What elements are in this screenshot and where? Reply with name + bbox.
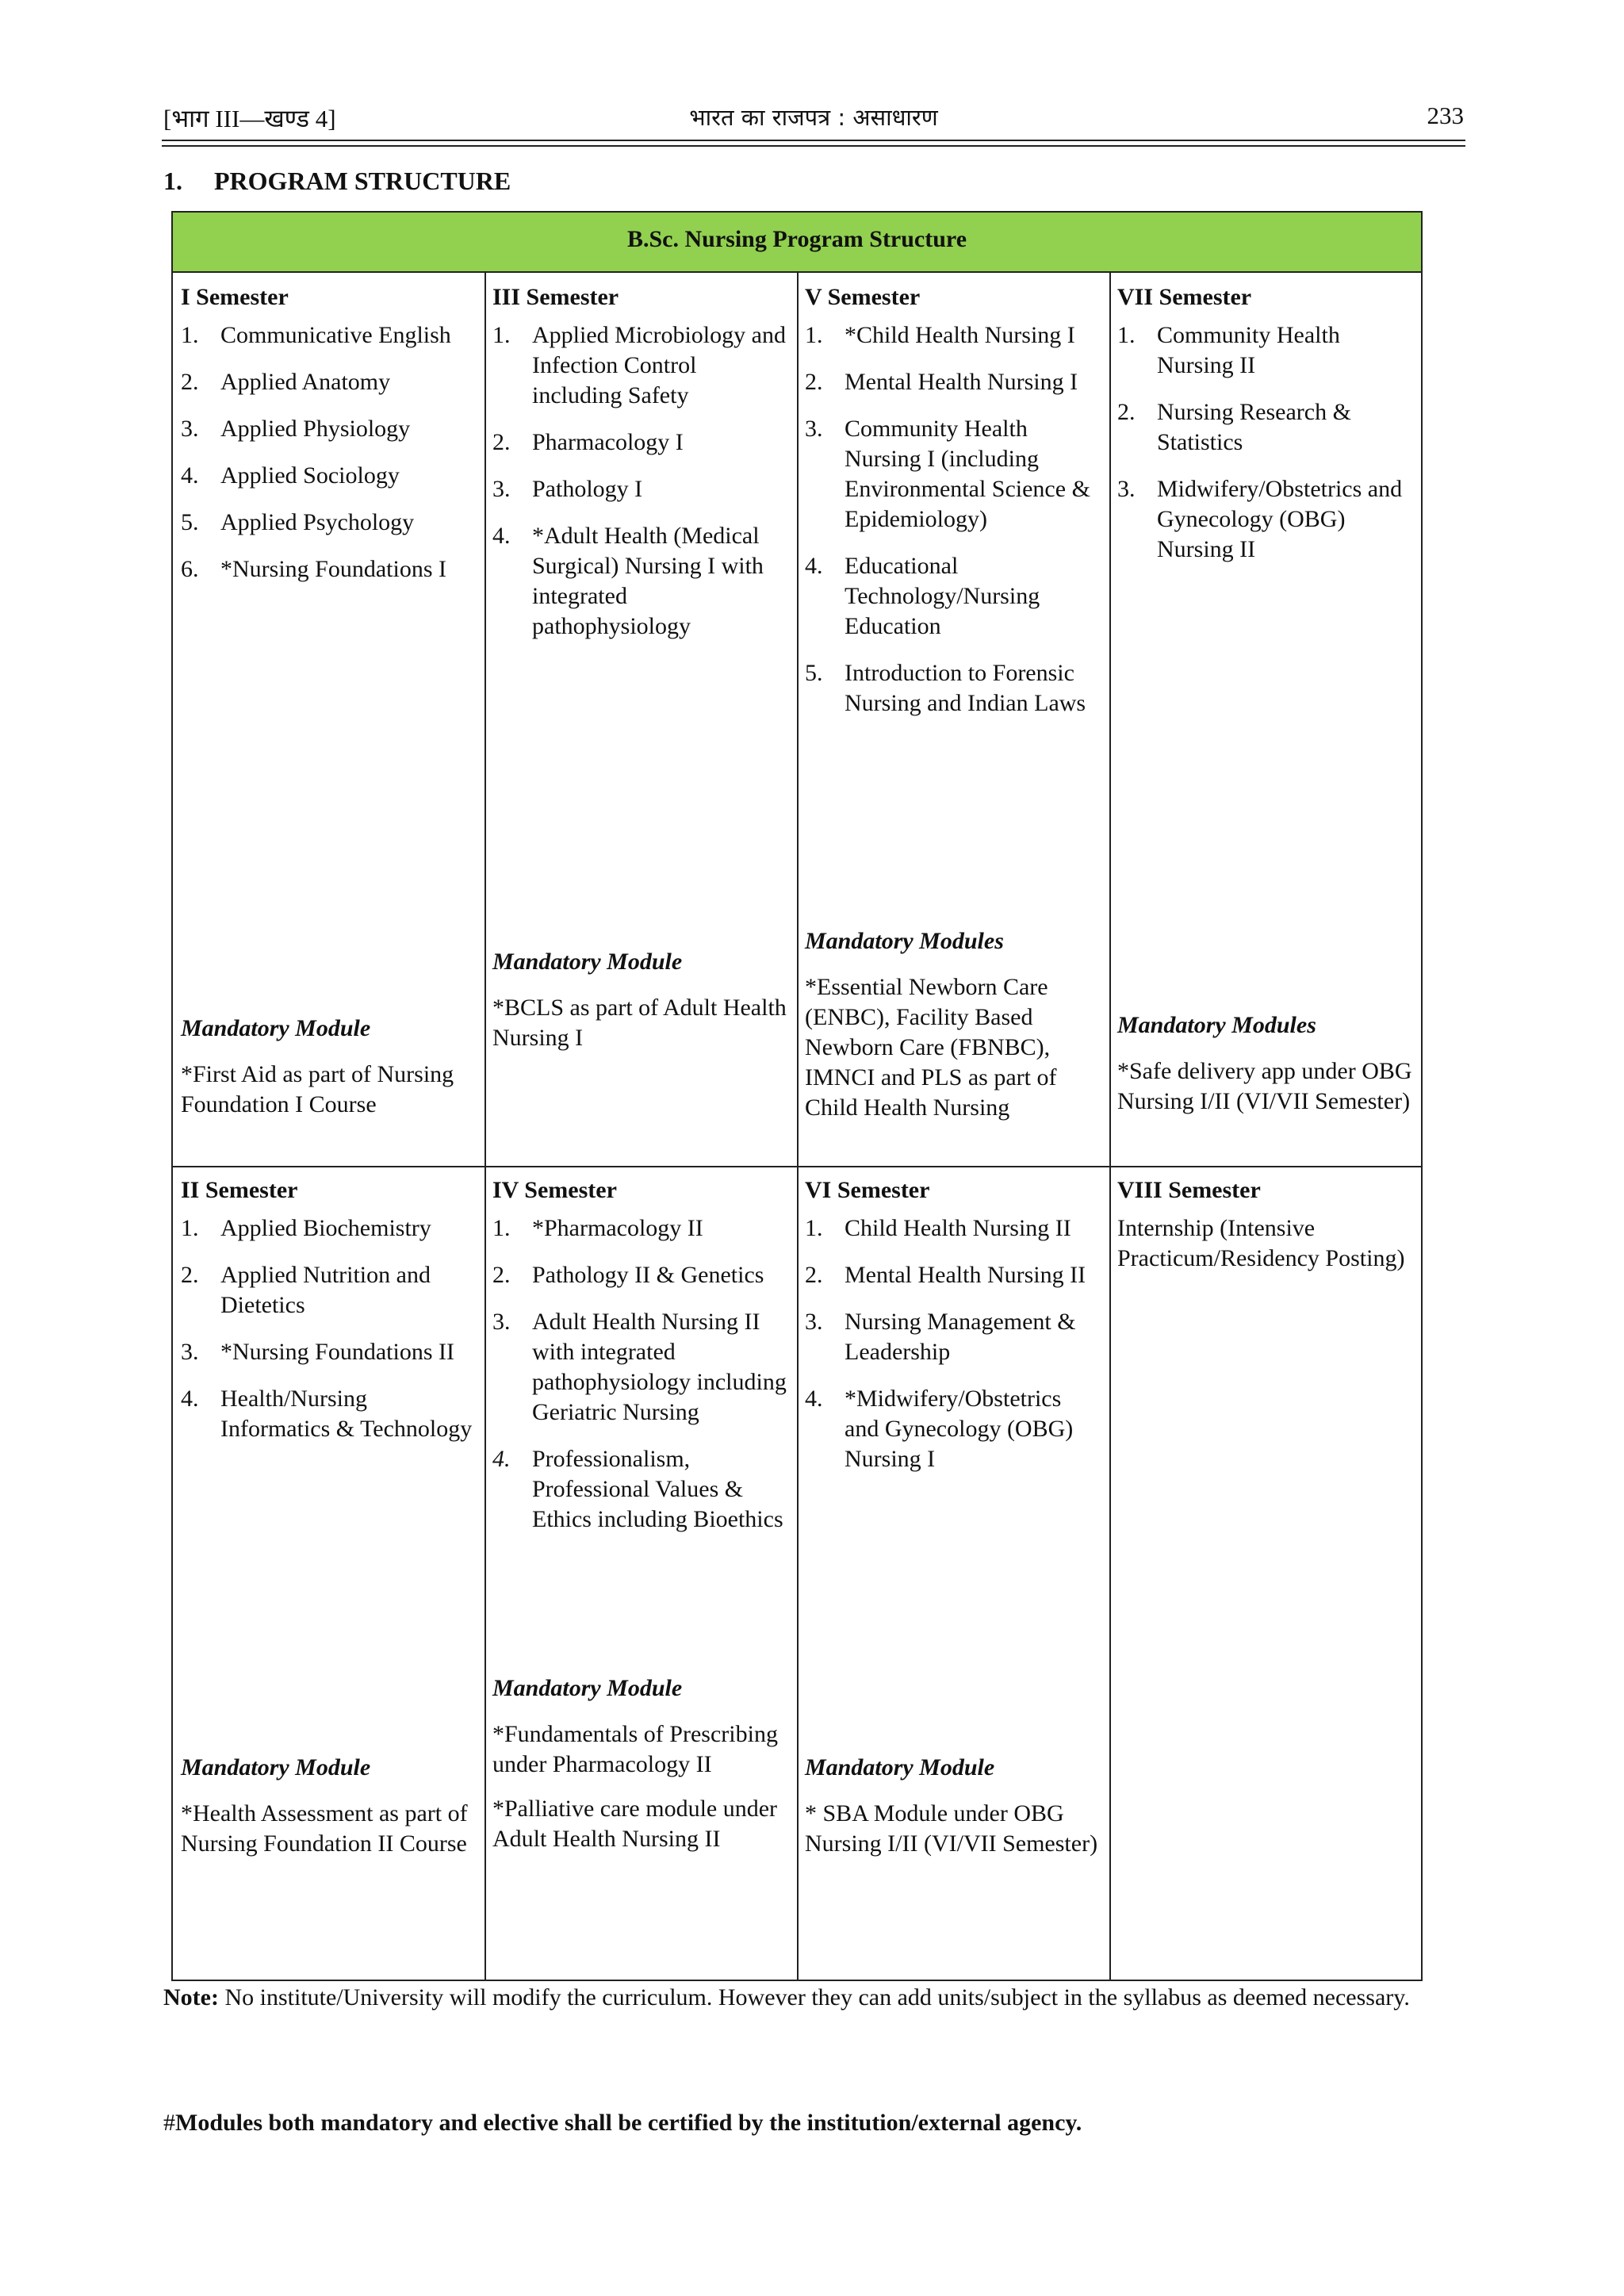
semester-cell-iii: [485, 273, 797, 1166]
course-item: 2. Mental Health Nursing I: [805, 369, 1078, 395]
course-item: 1. Applied Microbiology and Infection Control including Safety: [492, 322, 786, 408]
course-item: 3. Adult Health Nursing II with integrated pathophysiology including Geriatric Nursing: [492, 1309, 787, 1425]
page-header: [163, 102, 1464, 140]
header-part-section: [भाग III—खण्ड 4]: [163, 105, 336, 132]
semester-cell-vii: [1109, 273, 1421, 1166]
section-heading: [163, 167, 511, 196]
course-item: 2. Applied Nutrition and Dietetics: [181, 1262, 431, 1318]
course-list: [1117, 320, 1413, 565]
hash-symbol: #: [163, 2110, 175, 2136]
course-item: 4. *Adult Health (Medical Surgical) Nursing I with integrated pathophysiology: [492, 523, 764, 639]
course-list: [181, 1213, 477, 1444]
semester-title: III Semester: [492, 284, 619, 310]
module-heading: Mandatory Module: [181, 1754, 371, 1780]
course-item: 3. Pathology I: [492, 476, 643, 502]
semester-title: VII Semester: [1117, 284, 1252, 310]
semester-cell-i: [173, 273, 485, 1166]
program-structure-table: [171, 211, 1423, 1981]
course-list: [181, 320, 477, 585]
course-item: 5. Applied Psychology: [181, 509, 415, 535]
mandatory-module: [492, 1673, 789, 1869]
module-heading: Mandatory Module: [492, 949, 683, 975]
semester-title: VI Semester: [805, 1177, 930, 1203]
course-list: [492, 320, 789, 642]
module-heading: Mandatory Module: [492, 1675, 683, 1701]
course-item: 1. Child Health Nursing II: [805, 1215, 1071, 1241]
note-text: No institute/University will modify the curriculum. However they can add units/subject in the syllabus as deemed necessary.: [224, 1984, 1410, 2010]
section-number: 1.: [163, 167, 182, 195]
internship-text: Internship (Intensive Practicum/Residency Posting): [1117, 1215, 1405, 1271]
note-paragraph: [163, 1983, 1469, 2013]
module-heading: Mandatory Module: [805, 1754, 995, 1780]
semester-cell-ii: [173, 1166, 485, 1980]
course-item: 3. Midwifery/Obstetrics and Gynecology (OBG) Nursing II: [1117, 476, 1403, 562]
course-item: 1. *Pharmacology II: [492, 1215, 703, 1241]
semester-title: V Semester: [805, 284, 921, 310]
course-item: 3. Nursing Management & Leadership: [805, 1309, 1076, 1365]
course-item: 1. Community Health Nursing II: [1117, 322, 1340, 378]
module-text: *Palliative care module under Adult Health Nursing II: [492, 1796, 778, 1852]
header-gazette-title: भारत का राजपत्र : असाधारण: [689, 104, 938, 131]
module-text: *Health Assessment as part of Nursing Foundation II Course: [181, 1800, 468, 1857]
course-item: 3. *Nursing Foundations II: [181, 1339, 454, 1365]
course-list: [492, 1213, 789, 1535]
module-heading: Mandatory Modules: [1117, 1012, 1316, 1038]
course-item: 2. Pathology II & Genetics: [492, 1262, 764, 1288]
mandatory-module: [805, 1753, 1101, 1873]
mandatory-module: [805, 926, 1101, 1137]
module-text: * SBA Module under OBG Nursing I/II (VI/VII Semester): [805, 1800, 1098, 1857]
semester-cell-viii: [1109, 1166, 1421, 1980]
course-item: 4. Educational Technology/Nursing Education: [805, 553, 1040, 639]
mandatory-module: [181, 1014, 477, 1134]
course-item: 1. *Child Health Nursing I: [805, 322, 1075, 348]
mandatory-module: [181, 1753, 477, 1873]
module-text: *BCLS as part of Adult Health Nursing I: [492, 995, 787, 1051]
course-item: 2. Nursing Research & Statistics: [1117, 399, 1351, 455]
module-heading: Mandatory Modules: [805, 928, 1004, 954]
course-item: 3. Applied Physiology: [181, 416, 411, 442]
course-item: 1. Communicative English: [181, 322, 451, 348]
semester-cell-v: [797, 273, 1109, 1166]
course-list: [805, 320, 1101, 719]
semester-title: VIII Semester: [1117, 1177, 1261, 1203]
module-text: *Essential Newborn Care (ENBC), Facility Based Newborn Care (FBNBC), IMNCI and PLS as part of Child Health Nursing: [805, 974, 1057, 1121]
course-item: 4. Professionalism, Professional Values & Ethics including Bioethics: [492, 1446, 783, 1532]
course-item: 4. Health/Nursing Informatics & Technology: [181, 1386, 473, 1442]
header-rule-top: [162, 140, 1465, 141]
course-item: 5. Introduction to Forensic Nursing and Indian Laws: [805, 660, 1086, 716]
module-heading: Mandatory Module: [181, 1015, 371, 1041]
course-item: 2. Pharmacology I: [492, 429, 684, 455]
semester-cell-iv: [485, 1166, 797, 1980]
course-item: 4. *Midwifery/Obstetrics and Gynecology (OBG) Nursing I: [805, 1386, 1074, 1472]
semester-title: II Semester: [181, 1177, 298, 1203]
header-page-number: 233: [1427, 102, 1464, 129]
semester-title: IV Semester: [492, 1177, 617, 1203]
course-item: 1. Applied Biochemistry: [181, 1215, 431, 1241]
mandatory-module: [1117, 1010, 1413, 1131]
course-item: 2. Mental Health Nursing II: [805, 1262, 1086, 1288]
mandatory-module: [492, 947, 789, 1068]
course-item: 3. Community Health Nursing I (including Environmental Science & Epidemiology): [805, 416, 1090, 532]
semester-title: I Semester: [181, 284, 289, 310]
semester-cell-vi: [797, 1166, 1109, 1980]
course-item: 4. Applied Sociology: [181, 462, 400, 489]
course-item: 2. Applied Anatomy: [181, 369, 391, 395]
module-text: *First Aid as part of Nursing Foundation I Course: [181, 1061, 454, 1117]
note-label: Note:: [163, 1984, 219, 2010]
section-title: PROGRAM STRUCTURE: [214, 167, 511, 195]
certification-text: Modules both mandatory and elective shall be certified by the institution/external agency.: [175, 2110, 1082, 2136]
header-rule-bottom: [162, 145, 1465, 147]
certification-note: [163, 2110, 1082, 2137]
course-list: [805, 1213, 1101, 1474]
module-text: *Fundamentals of Prescribing under Pharmacology II: [492, 1721, 778, 1777]
table-title: B.Sc. Nursing Program Structure: [173, 213, 1421, 273]
module-text: *Safe delivery app under OBG Nursing I/II (VI/VII Semester): [1117, 1058, 1412, 1114]
course-item: 6. *Nursing Foundations I: [181, 556, 446, 582]
